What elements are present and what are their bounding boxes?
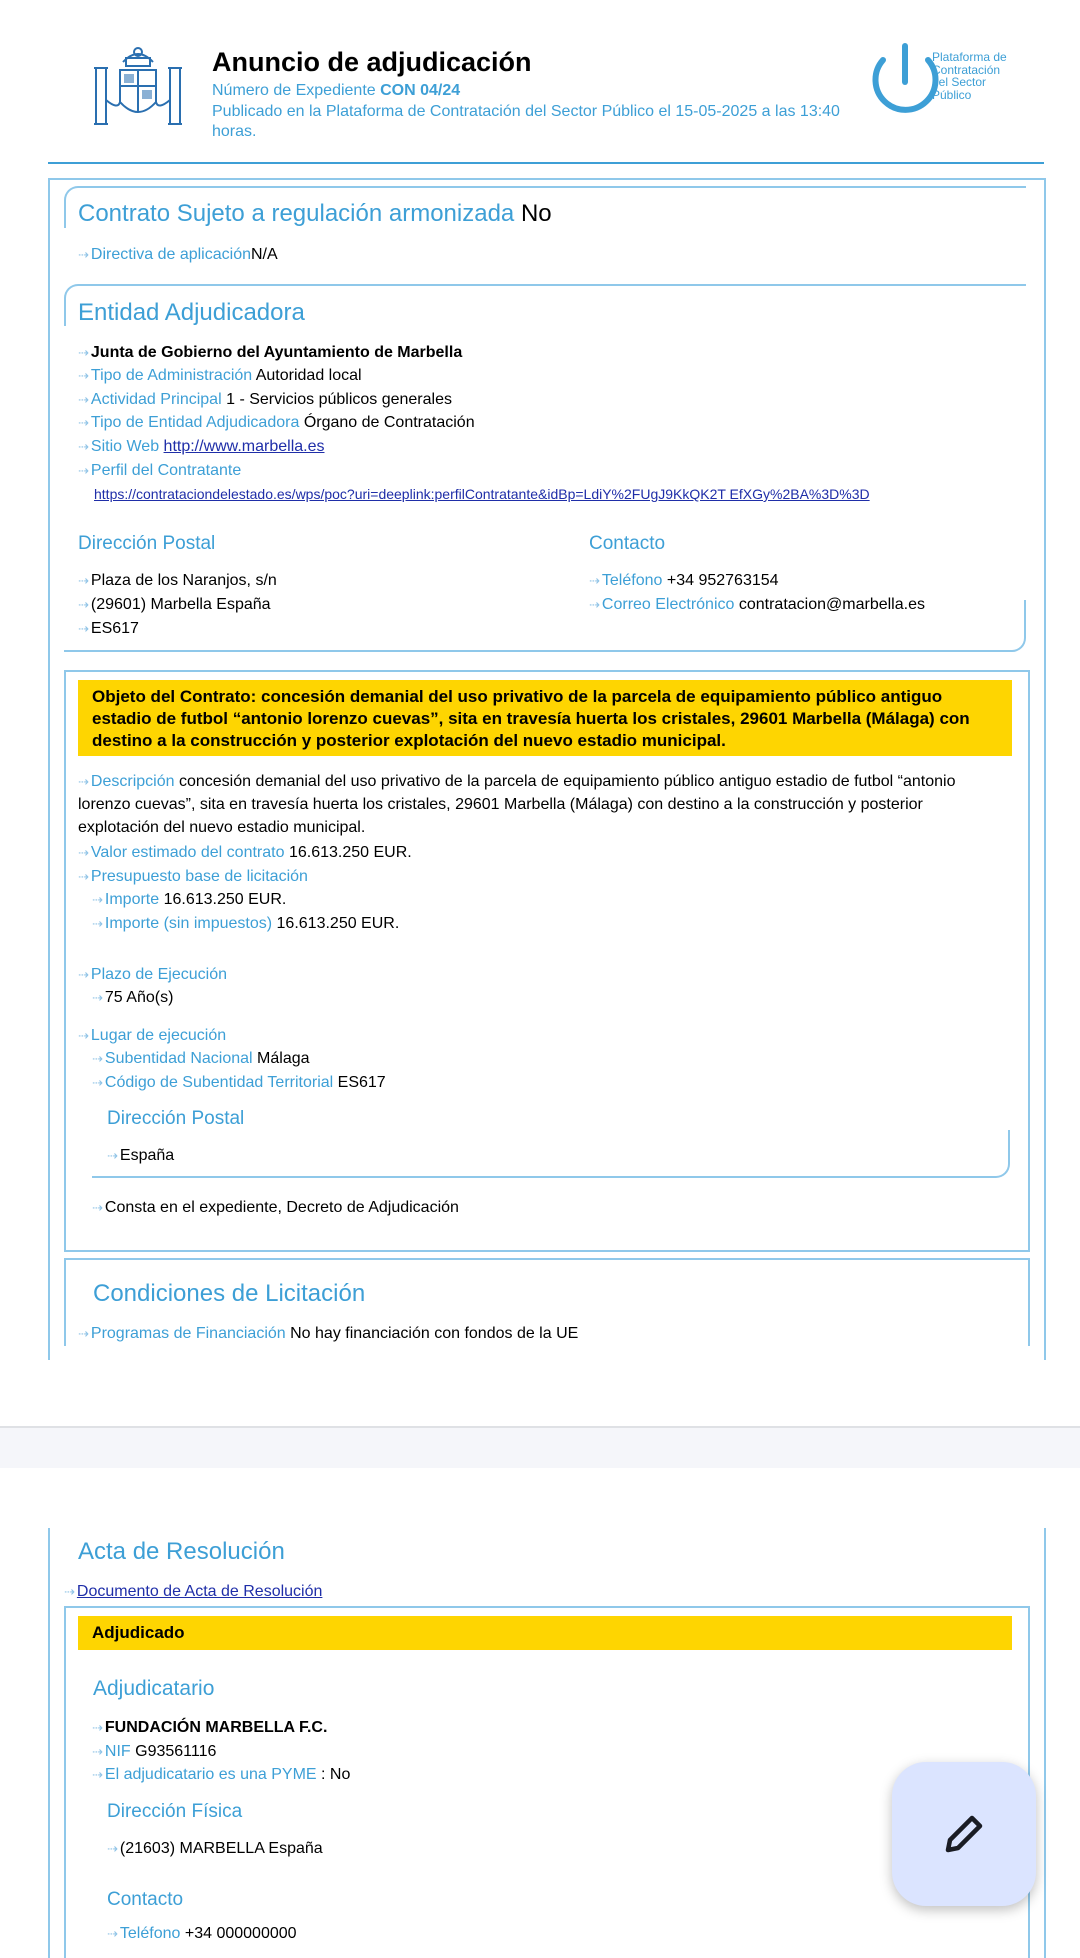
- platform-logo-text: [932, 51, 1052, 101]
- pyme-row: [92, 1763, 350, 1786]
- section-curve: [64, 600, 1026, 652]
- programas-label: Programas de Financiación: [90, 1325, 286, 1342]
- arrow-icon: ⇢: [78, 967, 88, 982]
- actividad-label: Actividad Principal: [90, 391, 222, 408]
- arrow-icon: ⇢: [78, 345, 88, 360]
- contrato-heading-value: No: [520, 200, 552, 227]
- arrow-icon: ⇢: [107, 1841, 117, 1856]
- tipo-entidad-value: Órgano de Contratación: [303, 414, 475, 431]
- acta-documento-link[interactable]: Documento de Acta de Resolución: [76, 1583, 323, 1600]
- direccion-postal-heading: Dirección Postal: [78, 533, 216, 554]
- entidad-name-row: [78, 341, 462, 364]
- valor-value: 16.613.250 EUR.: [288, 844, 412, 861]
- lugar-row: [78, 1024, 226, 1047]
- telefono-row: [589, 569, 779, 592]
- directiva-value: N/A: [250, 246, 278, 263]
- logo-text-line: del Sector: [932, 75, 987, 89]
- subentidad-row: [92, 1047, 310, 1070]
- arrow-icon: ⇢: [92, 1200, 102, 1215]
- lugar-direccion-value: España: [119, 1147, 175, 1164]
- condiciones-heading: Condiciones de Licitación: [93, 1280, 366, 1307]
- tipo-admin-row: [78, 364, 362, 387]
- sitio-web-link[interactable]: http://www.marbella.es: [163, 438, 325, 455]
- lugar-label: Lugar de ejecución: [90, 1027, 227, 1044]
- importe-value: 16.613.250 EUR.: [163, 891, 287, 908]
- pyme-label: El adjudicatario es una PYME: [104, 1766, 317, 1783]
- tipo-admin-value: Autoridad local: [255, 367, 362, 384]
- sitio-web-row: [78, 435, 325, 458]
- expediente-value: CON 04/24: [380, 82, 461, 99]
- programas-row: [78, 1322, 578, 1345]
- arrow-icon: ⇢: [92, 990, 102, 1005]
- objeto-banner: Objeto del Contrato: concesión demanial del uso privativo de la parcela de equipamiento público antiguo estadio de futbol “antonio lorenzo cuevas”, sita en travesía huerta los cristales, 29601 Marbella (Málaga) con destino a la construcción y posterior explotación del nuevo estadio municipal.: [78, 680, 1012, 756]
- contrato-heading-label: Contrato Sujeto a regulación armonizada: [78, 200, 515, 227]
- tipo-admin-label: Tipo de Administración: [90, 367, 253, 384]
- page-title: Anuncio de adjudicación: [212, 47, 532, 77]
- expediente-line: [212, 82, 460, 100]
- directiva-label: Directiva de aplicación: [90, 246, 251, 263]
- arrow-icon: ⇢: [78, 415, 88, 430]
- arrow-icon: ⇢: [78, 368, 88, 383]
- codigo-value: ES617: [337, 1074, 386, 1091]
- arrow-icon: ⇢: [78, 392, 88, 407]
- entidad-heading: Entidad Adjudicadora: [78, 299, 305, 326]
- arrow-icon: ⇢: [78, 463, 88, 478]
- arrow-icon: ⇢: [78, 845, 88, 860]
- actividad-row: [78, 388, 452, 411]
- dir-line-3-text: ES617: [90, 620, 139, 637]
- telefono-value: +34 952763154: [666, 572, 779, 589]
- dir-line-2-text: (29601) Marbella España: [90, 596, 271, 613]
- logo-text-line: Público: [932, 87, 972, 102]
- logo-text-line: Contratación: [932, 62, 1001, 77]
- subentidad-value: Málaga: [257, 1050, 310, 1067]
- dir-line-1: [78, 569, 277, 592]
- arrow-icon: ⇢: [78, 439, 88, 454]
- plazo-row: [78, 963, 227, 986]
- importe-row: [92, 888, 286, 911]
- valor-row: [78, 841, 412, 864]
- plazo-value: 75 Año(s): [104, 989, 174, 1006]
- arrow-icon: ⇢: [92, 1767, 102, 1782]
- valor-label: Valor estimado del contrato: [90, 844, 285, 861]
- dir-line-1-text: Plaza de los Naranjos, s/n: [90, 572, 277, 589]
- perfil-row: [78, 459, 241, 482]
- importe-sin-row: [92, 912, 399, 935]
- arrow-icon: ⇢: [92, 1075, 102, 1090]
- publicado-line: Publicado en la Plataforma de Contratación del Sector Público el 15-05-2025 a las 13:40 horas.: [212, 103, 840, 140]
- arrow-icon: ⇢: [64, 1584, 74, 1599]
- arrow-icon: ⇢: [78, 621, 88, 636]
- plazo-value-row: [92, 986, 173, 1009]
- perfil-row-link: [94, 483, 870, 506]
- programas-value: No hay financiación con fondos de la UE: [290, 1325, 579, 1342]
- arrow-icon: ⇢: [78, 869, 88, 884]
- nif-value: G93561116: [135, 1743, 217, 1760]
- nif-label: NIF: [104, 1743, 131, 1760]
- tipo-entidad-label: Tipo de Entidad Adjudicadora: [90, 414, 300, 431]
- correo-label: Correo Electrónico: [601, 596, 735, 613]
- arrow-icon: ⇢: [92, 916, 102, 931]
- pencil-icon: [936, 1806, 992, 1862]
- divider: [48, 162, 1044, 164]
- section-curve: [92, 1130, 1010, 1178]
- plazo-label: Plazo de Ejecución: [90, 966, 227, 983]
- arrow-icon: ⇢: [78, 774, 88, 789]
- directiva-row: [78, 243, 278, 266]
- coat-of-arms-icon: [88, 40, 188, 144]
- lugar-direccion-heading: Dirección Postal: [107, 1108, 245, 1129]
- importe-sin-value: 16.613.250 EUR.: [276, 915, 400, 932]
- codigo-label: Código de Subentidad Territorial: [104, 1074, 334, 1091]
- arrow-icon: ⇢: [78, 1326, 88, 1341]
- adj-telefono-label: Teléfono: [119, 1925, 181, 1942]
- expediente-label: Número de Expediente: [212, 82, 376, 99]
- adjudicatario-heading: Adjudicatario: [93, 1677, 215, 1700]
- page-separator: [0, 1426, 1080, 1468]
- arrow-icon: ⇢: [92, 1051, 102, 1066]
- importe-sin-label: Importe (sin impuestos): [104, 915, 273, 932]
- acta-heading: Acta de Resolución: [78, 1538, 285, 1565]
- adjudicatario-name-row: [92, 1716, 327, 1739]
- tipo-entidad-row: [78, 411, 475, 434]
- importe-label: Importe: [104, 891, 160, 908]
- perfil-contratante-link[interactable]: https://contrataciondelestado.es/wps/poc?uri=deeplink:perfilContratante&idBp=LdiY%2FUgJ9KkQK2T EfXGy%2BA%3D%3D: [94, 486, 870, 502]
- direccion-fisica-row: [107, 1837, 323, 1860]
- correo-value: contratacion@marbella.es: [738, 596, 925, 613]
- descripcion-row: [78, 770, 1008, 839]
- direccion-fisica-heading: Dirección Física: [107, 1801, 243, 1822]
- adjudicatario-name: FUNDACIÓN MARBELLA F.C.: [104, 1719, 328, 1736]
- adj-telefono-row: [107, 1922, 297, 1945]
- arrow-icon: ⇢: [107, 1148, 117, 1163]
- telefono-label: Teléfono: [601, 572, 663, 589]
- codigo-row: [92, 1071, 386, 1094]
- arrow-icon: ⇢: [78, 1028, 88, 1043]
- arrow-icon: ⇢: [78, 597, 88, 612]
- arrow-icon: ⇢: [92, 1744, 102, 1759]
- arrow-icon: ⇢: [92, 1720, 102, 1735]
- entidad-name: Junta de Gobierno del Ayuntamiento de Marbella: [90, 344, 463, 361]
- actividad-value: 1 - Servicios públicos generales: [226, 391, 452, 408]
- arrow-icon: ⇢: [589, 573, 599, 588]
- nif-row: [92, 1740, 216, 1763]
- contrato-heading: [78, 200, 552, 228]
- perfil-label: Perfil del Contratante: [90, 462, 242, 479]
- subentidad-label: Subentidad Nacional: [104, 1050, 253, 1067]
- adj-contacto-heading: Contacto: [107, 1889, 184, 1910]
- sitio-web-label: Sitio Web: [90, 438, 160, 455]
- arrow-icon: ⇢: [107, 1926, 117, 1941]
- logo-text-line: Plataforma de: [932, 50, 1007, 64]
- presupuesto-row: [78, 865, 308, 888]
- presupuesto-label: Presupuesto base de licitación: [90, 868, 308, 885]
- consta-row: [92, 1196, 459, 1219]
- arrow-icon: ⇢: [78, 247, 88, 262]
- acta-documento-row: [64, 1580, 322, 1603]
- contacto-heading: Contacto: [589, 533, 666, 554]
- arrow-icon: ⇢: [92, 892, 102, 907]
- pyme-value: : No: [321, 1766, 351, 1783]
- page-header: [0, 0, 1080, 170]
- arrow-icon: ⇢: [589, 597, 599, 612]
- adjudicado-banner: Adjudicado: [78, 1616, 1012, 1650]
- direccion-fisica-value: (21603) MARBELLA España: [119, 1840, 323, 1857]
- arrow-icon: ⇢: [78, 573, 88, 588]
- edit-button[interactable]: [892, 1762, 1036, 1906]
- descripcion-value: concesión demanial del uso privativo de la parcela de equipamiento público antiguo estadio de futbol “antonio lorenzo cuevas”, sita en travesía huerta los cristales, 29601 Marbella (Málaga) con destino a la construcción y posterior explotación del nuevo estadio municipal.: [78, 773, 956, 836]
- descripcion-label: Descripción: [90, 773, 175, 790]
- adj-telefono-value: +34 000000000: [184, 1925, 297, 1942]
- consta-value: Consta en el expediente, Decreto de Adjudicación: [104, 1199, 459, 1216]
